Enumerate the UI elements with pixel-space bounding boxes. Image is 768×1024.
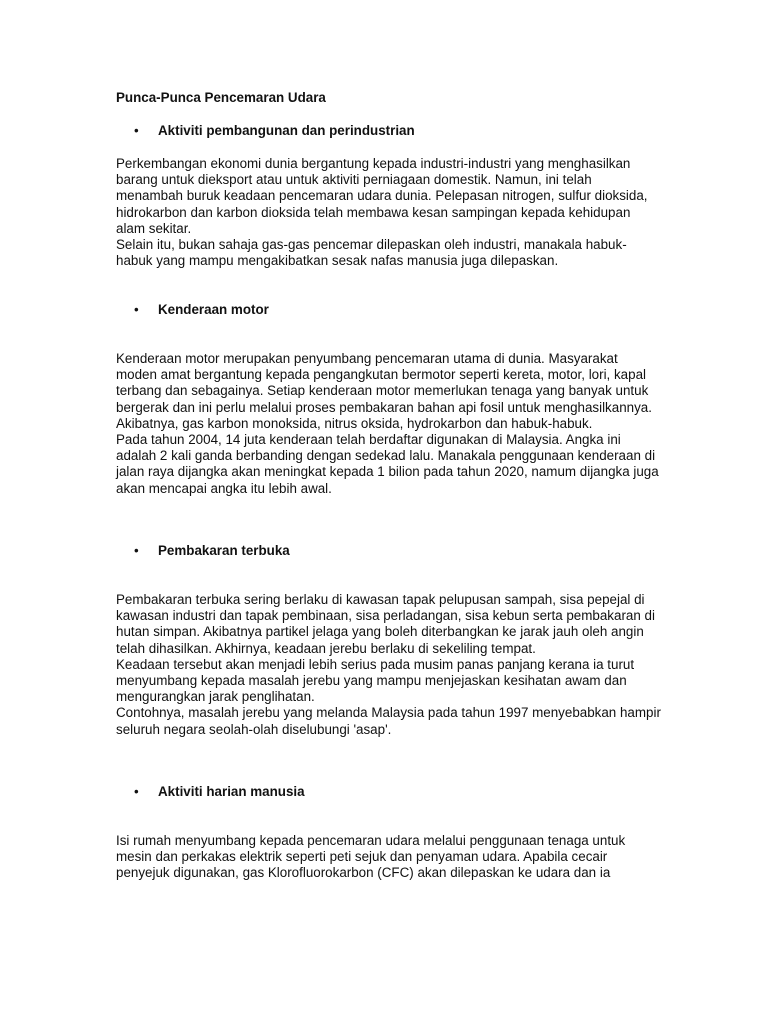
paragraph: Keadaan tersebut akan menjadi lebih serius pada musim panas panjang kerana ia turut menyumbang kepada masalah jerebu yang mampu menjejaskan kesihatan awam dan mengurangkan jarak penglihatan. xyxy=(116,656,635,705)
section-body-2 xyxy=(116,351,661,497)
paragraph: Pada tahun 2004, 14 juta kenderaan telah berdaftar digunakan di Malaysia. Angka ini adalah 2 kali ganda berbanding dengan sedekad lalu. Manakala penggunaan kenderaan di jalan raya dijangka akan meningkat kepada 1 bilion pada tahun 2020, namum dijangka juga akan mencapai angka itu lebih awal. xyxy=(116,432,659,496)
paragraph: Contohnya, masalah jerebu yang melanda Malaysia pada tahun 1997 menyebabkan hampir seluruh negara seolah-olah diselubungi 'asap'. xyxy=(116,705,661,737)
paragraph: Selain itu, bukan sahaja gas-gas pencemar dilepaskan oleh industri, manakala habuk-habuk yang mampu mengakibatkan sesak nafas manusia juga dilepaskan. xyxy=(116,237,627,269)
paragraph: Kenderaan motor merupakan penyumbang pencemaran utama di dunia. Masyarakat moden amat bergantung kepada pengangkutan bermotor seperti kereta, motor, lori, kapal terbang dan sebagainya. Setiap kenderaan motor memerlukan tenaga yang banyak untuk bergerak dan ini perlu melalui proses pembakaran bahan api fosil untuk menghasilkannya. Akibatnya, gas karbon monoksida, nitrus oksida, hydrokarbon dan habuk-habuk. xyxy=(116,351,652,431)
section-heading-text: Aktiviti harian manusia xyxy=(158,784,305,799)
section-heading-3 xyxy=(116,543,290,559)
section-body-3 xyxy=(116,592,661,738)
section-heading-1 xyxy=(116,123,415,139)
paragraph: Pembakaran terbuka sering berlaku di kawasan tapak pelupusan sampah, sisa pepejal di kawasan industri dan tapak pembinaan, sisa perladangan, sisa kebun serta pembakaran di hutan simpan. Akibatnya partikel jelaga yang boleh diterbangkan ke jarak jauh oleh angin telah dihasilkan. Akhirnya, keadaan jerebu berlaku di sekeliling tempat. xyxy=(116,592,655,656)
section-body-1 xyxy=(116,156,661,269)
document-title: Punca-Punca Pencemaran Udara xyxy=(116,90,326,105)
bullet-icon: • xyxy=(134,543,139,558)
section-heading-text: Aktiviti pembangunan dan perindustrian xyxy=(158,123,415,138)
paragraph: Perkembangan ekonomi dunia bergantung kepada industri-industri yang menghasilkan barang untuk dieksport atau untuk aktiviti perniagaan domestik. Namun, ini telah menambah buruk keadaan pencemaran udara dunia. Pelepasan nitrogen, sulfur dioksida, hidrokarbon dan karbon dioksida telah membawa kesan sampingan kepada kehidupan alam sekitar. xyxy=(116,156,648,236)
section-body-4 xyxy=(116,833,661,882)
section-heading-4 xyxy=(116,784,305,800)
section-heading-text: Pembakaran terbuka xyxy=(158,543,290,558)
bullet-icon: • xyxy=(134,784,139,799)
paragraph: Isi rumah menyumbang kepada pencemaran udara melalui penggunaan tenaga untuk mesin dan perkakas elektrik seperti peti sejuk dan penyaman udara. Apabila cecair penyejuk digunakan, gas Klorofluorokarbon (CFC) akan dilepaskan ke udara dan ia xyxy=(116,833,626,881)
section-heading-text: Kenderaan motor xyxy=(158,302,269,317)
bullet-icon: • xyxy=(134,302,139,317)
section-heading-2 xyxy=(116,302,269,318)
bullet-icon: • xyxy=(134,123,139,138)
